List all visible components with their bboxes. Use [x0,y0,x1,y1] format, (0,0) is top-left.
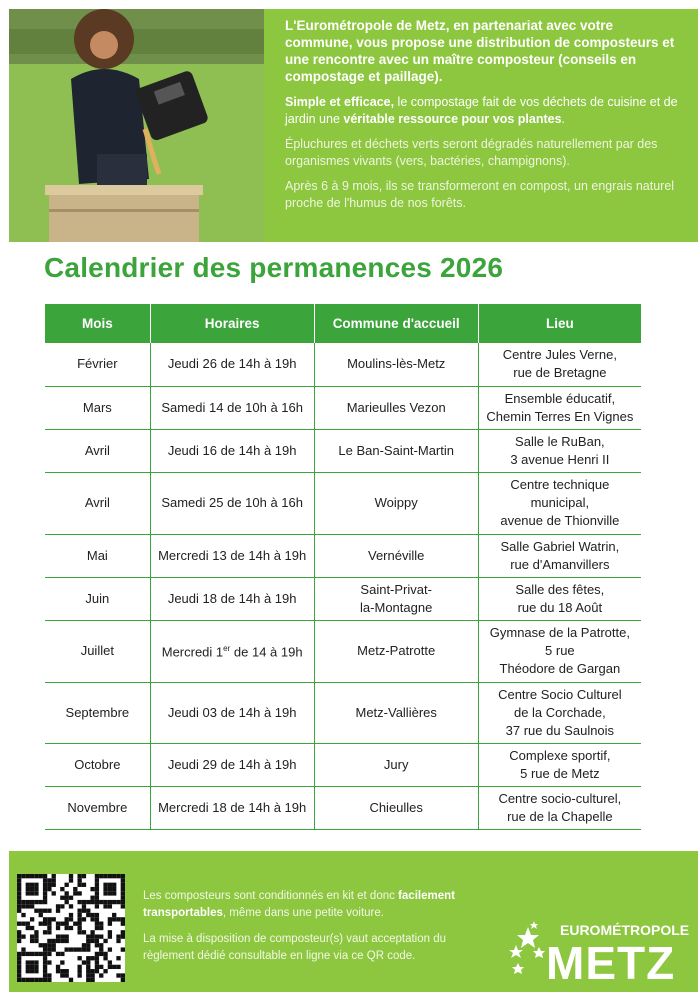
qr-code-graphic [17,874,125,982]
intro-strong-2: véritable ressource pour vos plantes [343,111,562,126]
cell-mois: Octobre [45,743,150,786]
table-row [45,682,641,743]
intro-panel [264,9,698,242]
table-row [45,620,641,682]
cell-lieu: Complexe sportif, 5 rue de Metz [478,743,641,786]
footer-panel [9,851,698,992]
intro-paragraph-4: Après 6 à 9 mois, ils se transformeront en compost, un engrais naturel proche de l'humus de nos forêts. [285,179,675,210]
page-title: Calendrier des permanences 2026 [44,252,504,283]
cell-horaires: Jeudi 18 de 14h à 19h [150,577,314,620]
cell-mois: Mai [45,534,150,577]
cell-horaires: Jeudi 03 de 14h à 19h [150,682,314,743]
intro-text-2: . [561,111,565,126]
cell-horaires: Samedi 25 de 10h à 16h [150,472,314,534]
cell-lieu: Centre socio-culturel, rue de la Chapelle [478,786,641,829]
cell-mois: Mars [45,386,150,429]
calendar-table [45,304,641,830]
table-row [45,786,641,829]
cell-lieu: Salle le RuBan, 3 avenue Henri II [478,429,641,472]
cell-horaires: Jeudi 29 de 14h à 19h [150,743,314,786]
cell-lieu: Centre Socio Culturel de la Corchade, 37 rue du Saulnois [478,682,641,743]
cell-commune: Chieulles [314,786,478,829]
header-lieu: Lieu [478,304,641,343]
cell-mois: Avril [45,429,150,472]
cell-commune: Saint-Privat- la-Montagne [314,577,478,620]
cell-commune: Moulins-lès-Metz [314,343,478,386]
table-row [45,577,641,620]
footer-strong: facilement transportables [143,890,455,919]
intro-strong-1: Simple et efficace, [285,95,395,109]
footer-paragraph-1 [143,888,483,921]
intro-lead: L'Eurométropole de Metz, en partenariat avec votre commune, vous propose une distribution de composteurs et une rencontre avec un maître composteur (conseils en compostage et paillage). [285,18,675,84]
header-commune: Commune d'accueil [314,304,478,343]
cell-horaires: Jeudi 16 de 14h à 19h [150,429,314,472]
cell-horaires: Mercredi 13 de 14h à 19h [150,534,314,577]
logo-main-text: METZ [546,937,676,987]
photo-composting-illustration [9,9,264,242]
cell-commune: Marieulles Vezon [314,386,478,429]
cell-lieu: Salle des fêtes, rue du 18 Août [478,577,641,620]
cell-commune: Woippy [314,472,478,534]
cell-lieu: Ensemble éducatif, Chemin Terres En Vignes [478,386,641,429]
footer-paragraph-2: La mise à disposition de composteur(s) vaut acceptation du règlement dédié consultable en ligne via ce QR code. [143,933,446,962]
footer-text-1: Les composteurs sont conditionnés en kit et donc [143,890,399,902]
table-row [45,343,641,386]
stars-logo-icon [506,917,691,987]
table-row [45,472,641,534]
cell-mois: Novembre [45,786,150,829]
cell-mois: Juillet [45,620,150,682]
cell-lieu: Salle Gabriel Watrin, rue d'Amanvillers [478,534,641,577]
cell-commune: Metz-Vallières [314,682,478,743]
cell-lieu: Gymnase de la Patrotte, 5 rue Théodore de Gargan [478,620,641,682]
table-row [45,743,641,786]
logo-top-text: EUROMÉTROPOLE [560,922,690,938]
cell-commune: Vernéville [314,534,478,577]
footer-text [143,888,483,974]
intro-text-1: le compostage fait de vos déchets de cuisine et de jardin une [285,95,678,126]
cell-mois: Septembre [45,682,150,743]
cell-commune: Le Ban-Saint-Martin [314,429,478,472]
intro-paragraph-2 [285,94,684,127]
cell-horaires: Jeudi 26 de 14h à 19h [150,343,314,386]
cell-mois: Février [45,343,150,386]
cell-horaires: Mercredi 18 de 14h à 19h [150,786,314,829]
header-mois: Mois [45,304,150,343]
table-row [45,429,641,472]
cell-lieu: Centre technique municipal, avenue de Thionville [478,472,641,534]
cell-horaires: Samedi 14 de 10h à 16h [150,386,314,429]
cell-commune: Metz-Patrotte [314,620,478,682]
cell-mois: Juin [45,577,150,620]
table-row [45,386,641,429]
calendar-body [45,343,641,829]
cell-mois: Avril [45,472,150,534]
hero-photo [9,9,264,242]
intro-paragraph-3: Épluchures et déchets verts seront dégradés naturellement par des organismes vivants (vers, bactéries, champignons). [285,137,658,168]
eurometropole-metz-logo [506,917,691,987]
qr-code-icon[interactable] [17,874,125,982]
cell-lieu: Centre Jules Verne, rue de Bretagne [478,343,641,386]
table-header-row [45,304,641,343]
table-row [45,534,641,577]
cell-commune: Jury [314,743,478,786]
footer-text-2: , même dans une petite voiture. [222,906,384,919]
header-horaires: Horaires [150,304,314,343]
cell-horaires: Mercredi 1er de 14 à 19h [150,620,314,682]
